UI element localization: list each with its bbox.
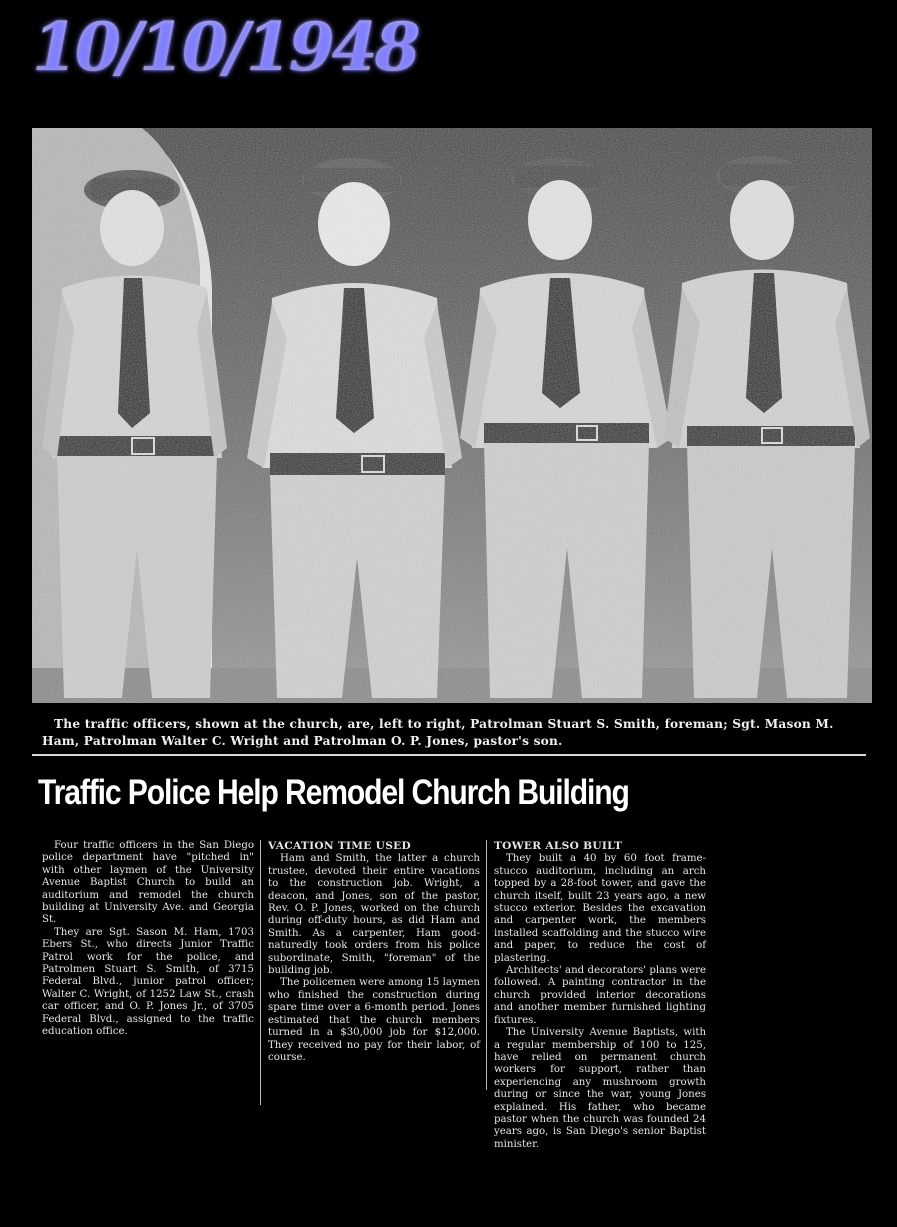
article-paragraph: Architects' and decorators' plans were followed. A painting contractor in the church provided interior decorations and another member furnished lighting fixtures. xyxy=(494,965,706,1026)
article-column-2 xyxy=(268,840,480,1064)
date-banner: 10/10/1948 xyxy=(32,8,418,86)
article-paragraph: They built a 40 by 60 foot frame-stucco auditorium, including an arch topped by a 28-foot tower, and gave the church itself, built 23 years ago, a new stucco exterior. Besides the excavation and carpenter work, the members installed scaffolding and the stucco wire and paper, to reduce the cost of plastering. xyxy=(494,853,706,964)
column-subhead: VACATION TIME USED xyxy=(268,840,412,852)
column-subhead: TOWER ALSO BUILT xyxy=(494,840,623,852)
article-paragraph: The University Avenue Baptists, with a regular membership of 100 to 125, have relied on permanent church workers for support, rather than experiencing any mushroom growth during or since the war, young Jones explained. His father, who became pastor when the church was founded 24 years ago, is San Diego's senior Baptist minister. xyxy=(494,1027,706,1150)
photo-caption: The traffic officers, shown at the church, are, left to right, Patrolman Stuart S. Smith, foreman; Sgt. Mason M. Ham, Patrolman Walter C. Wright and Patrolman O. P. Jones, pastor's son. xyxy=(42,717,834,748)
article-column-3 xyxy=(494,840,706,1151)
article-paragraph: The policemen were among 15 laymen who finished the construction during spare time over a 6-month period. Jones estimated that the church members turned in a $30,000 job for $12,000. They received no pay for their labor, of course. xyxy=(268,977,480,1063)
caption-rule xyxy=(32,754,866,756)
article-paragraph: Ham and Smith, the latter a church trustee, devoted their entire vacations to the construction job. Wright, a deacon, and Jones, son of the pastor, Rev. O. P. Jones, worked on the church during off-duty hours, as did Ham and Smith. As a carpenter, Ham good-naturedly took orders from his police subordinate, Smith, "foreman" of the building job. xyxy=(268,853,480,977)
photo-four-officers xyxy=(32,128,872,703)
article-columns xyxy=(42,840,872,1200)
column-divider xyxy=(260,840,261,1105)
article-paragraph: Four traffic officers in the San Diego police department have "pitched in" with other laymen of the University Avenue Baptist Church to build an auditorium and remodel the church building at University Ave. and Georgia St. xyxy=(42,840,254,926)
article-paragraph: They are Sgt. Sason M. Ham, 1703 Ebers St., who directs Junior Traffic Patrol work for the police, and Patrolmen Stuart S. Smith, of 3715 Federal Blvd., junior patrol officer; Walter C. Wright, of 1252 Law St., crash car officer, and O. P. Jones Jr., of 3705 Federal Blvd., assigned to the traffic education office. xyxy=(42,926,254,1038)
article-headline: Traffic Police Help Remodel Church Building xyxy=(38,773,629,812)
column-divider xyxy=(486,840,487,1090)
article-column-1 xyxy=(42,840,254,1039)
newspaper-clipping xyxy=(32,128,872,1198)
